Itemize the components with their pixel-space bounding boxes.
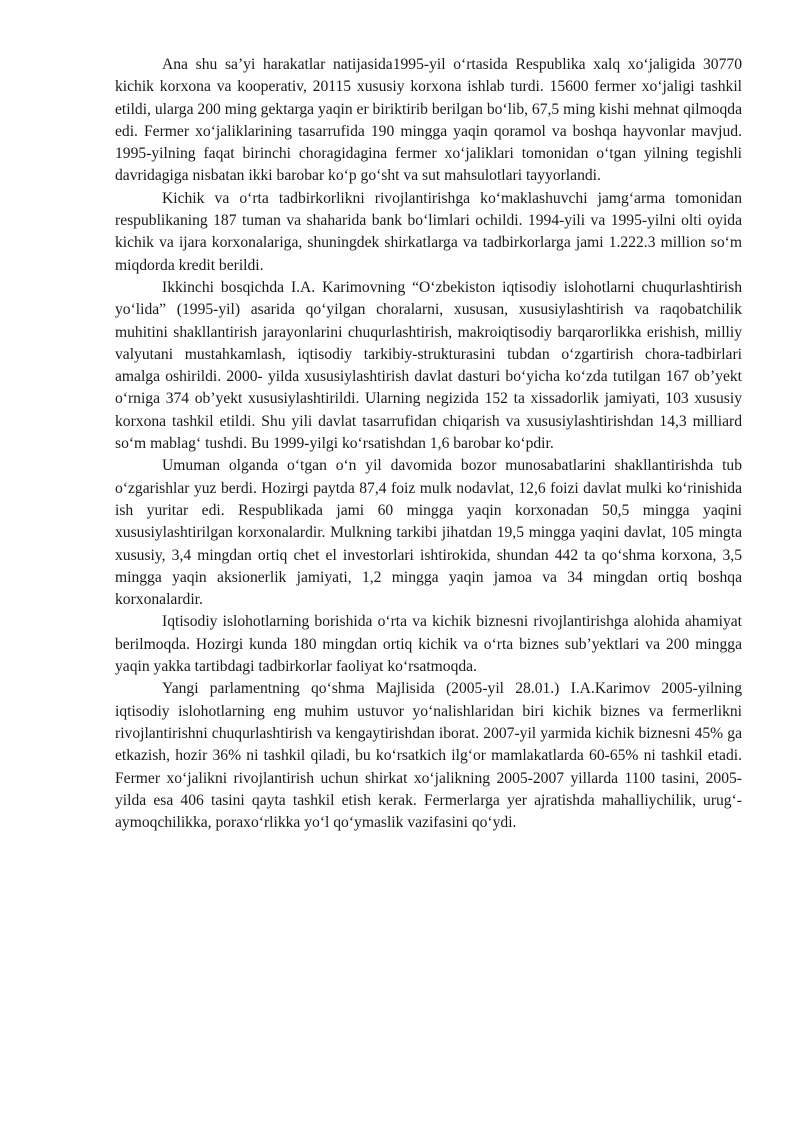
- document-page: [115, 54, 742, 834]
- paragraph-4: Umuman olganda o‘tgan o‘n yil davomida bozor munosabatlarini shakllantirishda tub o‘zgarishlar yuz berdi. Hozirgi paytda 87,4 foiz mulk nodavlat, 12,6 foizi davlat mulki ko‘rinishida ish yuritar edi. Respublikada jami 60 mingga yaqin korxonadan 50,5 mingga yaqini xususiylashtirilgan korxonalardir. Mulkning tarkibi jihatdan 19,5 mingga yaqini davlat, 105 mingta xususiy, 3,4 mingdan ortiq chet el investorlari ishtirokida, shundan 442 ta qo‘shma korxona, 3,5 mingga yaqin aksionerlik jamiyati, 1,2 mingga yaqin jamoa va 34 mingdan ortiq boshqa korxonalardir.: [115, 457, 742, 609]
- paragraph-1: Ana shu sa’yi harakatlar natijasida1995-yil o‘rtasida Respublika xalq xo‘jaligida 30770 kichik korxona va kooperativ, 20115 xususiy korxona ishlab turdi. 15600 fermer xo‘jaligi tashkil etildi, ularga 200 ming gektarga yaqin er biriktirib berilgan bo‘lib, 67,5 ming kishi mehnat qilmoqda edi. Fermer xo‘jaliklarining tasarrufida 190 mingga yaqin qoramol va boshqa hayvonlar mavjud. 1995-yilning faqat birinchi choragidagina fermer xo‘jaliklari tomonidan o‘tgan yilning tegishli davridagiga nisbatan ikki barobar ko‘p go‘sht va sut mahsulotlari tayyorlandi.: [115, 56, 742, 185]
- paragraph-2: Kichik va o‘rta tadbirkorlikni rivojlantirishga ko‘maklashuvchi jamg‘arma tomonidan respublikaning 187 tuman va shaharida bank bo‘limlari ochildi. 1994-yili va 1995-yilni olti oyida kichik va ijara korxonalariga, shuningdek shirkatlarga va tadbirkorlarga jami 1.222.3 million so‘m miqdorda kredit berildi.: [115, 189, 742, 274]
- paragraph-3: Ikkinchi bosqichda I.A. Karimovning “O‘zbekiston iqtisodiy islohotlarni chuqurlashtirish yo‘lida” (1995-yil) asarida qo‘yilgan choralarni, xususan, xususiylashtirish va raqobatchilik muhitini shakllantirish jarayonlarini chuqurlashtirish, makroiqtisodiy barqarorlikka erishish, milliy valyutani mustahkamlash, iqtisodiy tarkibiy-strukturasini tubdan o‘zgartirish chora-tadbirlari amalga oshirildi. 2000- yilda xususiylashtirish davlat dasturi bo‘yicha ko‘zda tutilgan 167 ob’yekt o‘rniga 374 ob’yekt xususiylashtirildi. Ularning negizida 152 ta xissadorlik jamiyati, 103 xususiy korxona tashkil etildi. Shu yili davlat tasarrufidan chiqarish va xususiylashtirishdan 14,3 milliard so‘m mablag‘ tushdi. Bu 1999-yilgi ko‘rsatishdan 1,6 barobar ko‘pdir.: [115, 278, 742, 453]
- paragraph-5: Iqtisodiy islohotlarning borishida o‘rta va kichik biznesni rivojlantirishga alohida ahamiyat berilmoqda. Hozirgi kunda 180 mingdan ortiq kichik va o‘rta biznes sub’yektlari va 200 mingga yaqin yakka tartibdagi tadbirkorlar faoliyat ko‘rsatmoqda.: [115, 613, 742, 676]
- paragraph-6: Yangi parlamentning qo‘shma Majlisida (2005-yil 28.01.) I.A.Karimov 2005-yilning iqtisodiy islohotlarning eng muhim ustuvor yo‘nalishlaridan biri kichik biznes va fermerlikni rivojlantirishni chuqurlashtirish va kengaytirishdan iborat. 2007-yil yarmida kichik biznesni 45% ga etkazish, hozir 36% ni tashkil qiladi, bu ko‘rsatkich ilg‘or mamlakatlarda 60-65% ni tashkil etadi. Fermer xo‘jalikni rivojlantirish uchun shirkat xo‘jalikning 2005-2007 yillarda 1100 tasini, 2005-yilda esa 406 tasini qayta tashkil etish kerak. Fermerlarga yer ajratishda mahalliychilik, urug‘-aymoqchilikka, poraxo‘rlikka yo‘l qo‘ymaslik vazifasini qo‘ydi.: [115, 680, 742, 832]
